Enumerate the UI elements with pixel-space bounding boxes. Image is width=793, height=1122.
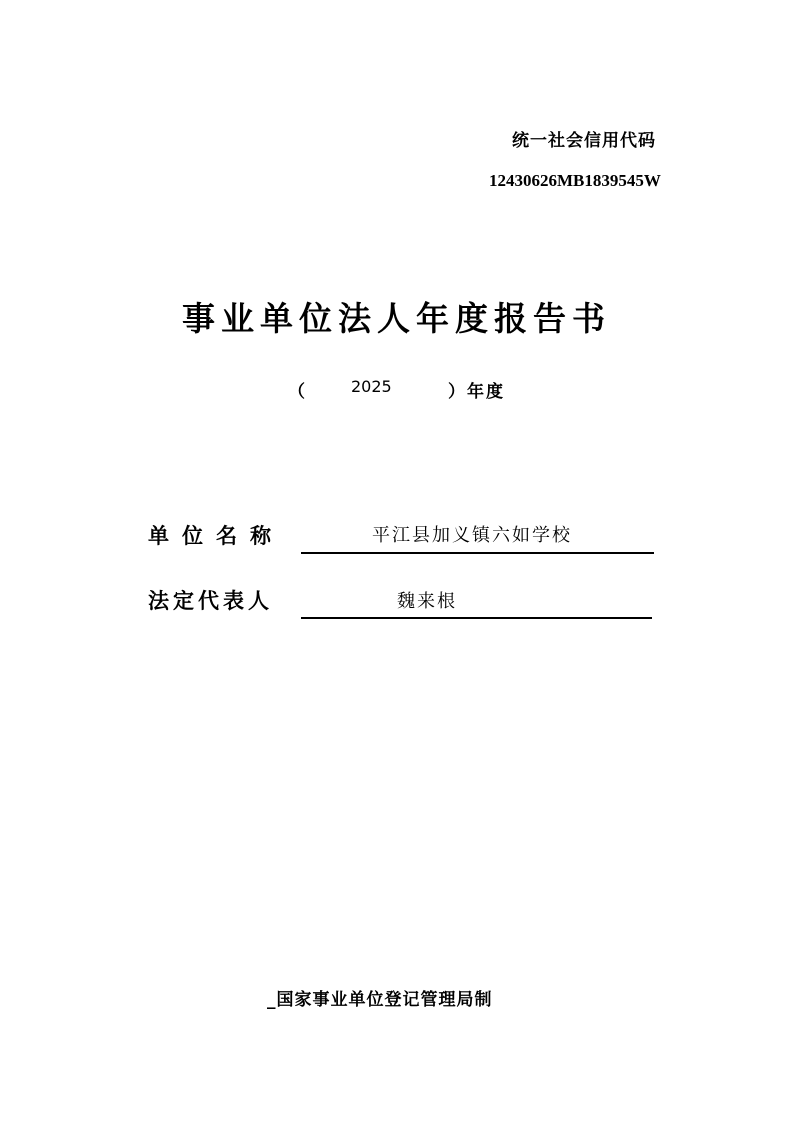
legal-representative-label: 法定代表人 bbox=[148, 589, 273, 613]
document-title: 事业单位法人年度报告书 bbox=[182, 299, 611, 338]
unit-name-label: 单位名称 bbox=[148, 524, 284, 548]
year-suffix: ）年度 bbox=[448, 382, 505, 402]
legal-representative-value: 魏来根 bbox=[397, 591, 457, 612]
legal-representative-underline bbox=[301, 617, 652, 619]
credit-code-value: 12430626MB1839545W bbox=[489, 171, 661, 190]
unit-name-value: 平江县加义镇六如学校 bbox=[372, 525, 572, 546]
unit-name-underline bbox=[301, 552, 654, 554]
credit-code-label: 统一社会信用代码 bbox=[512, 131, 656, 151]
report-year-value: 2025 bbox=[351, 377, 392, 396]
year-open-paren: （ bbox=[288, 382, 305, 402]
issuing-authority: _国家事业单位登记管理局制 bbox=[267, 990, 493, 1010]
